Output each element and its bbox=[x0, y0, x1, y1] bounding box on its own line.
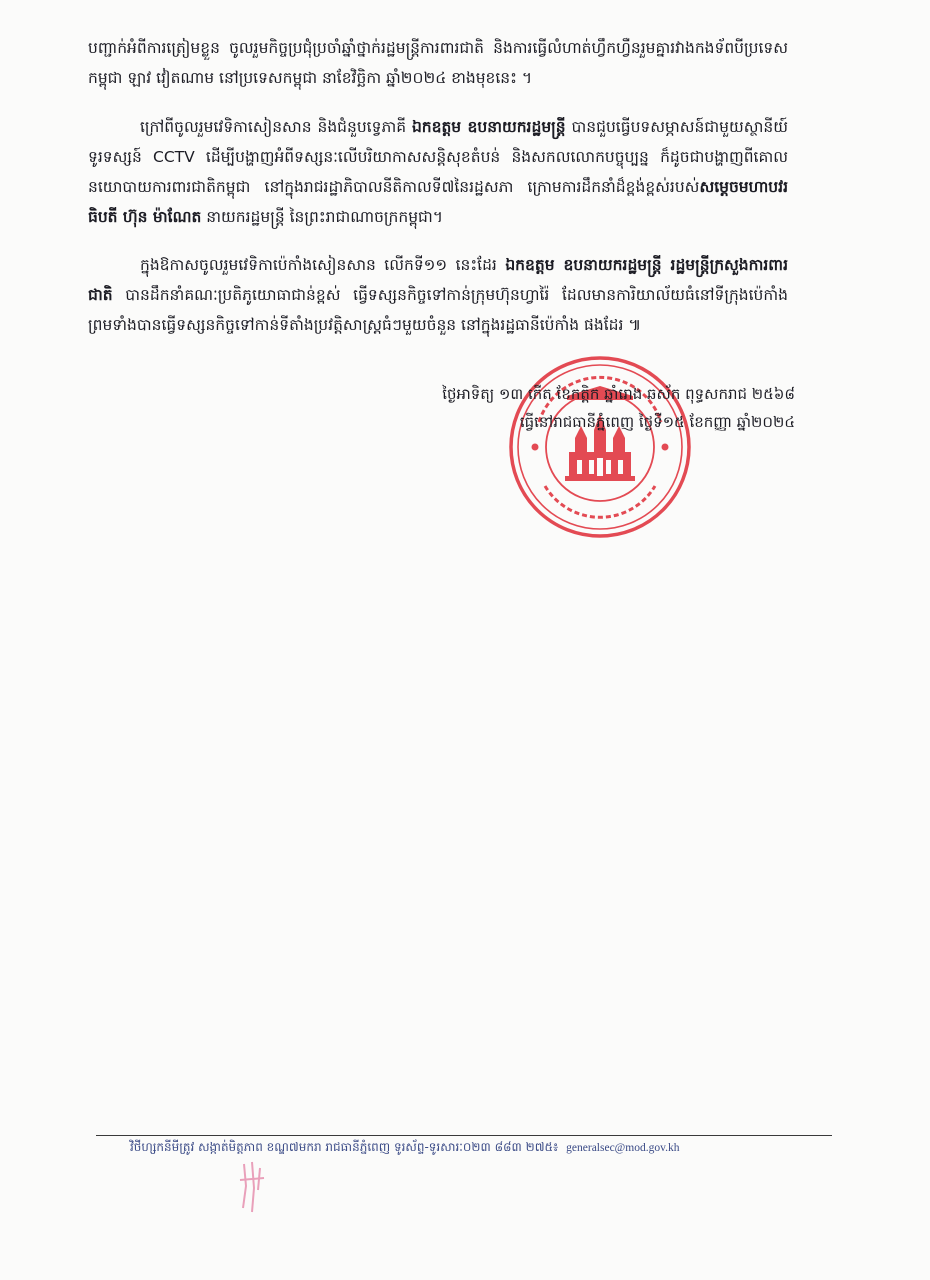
paragraph-3-part1: ក្នុងឱកាសចូលរួមវេទិកាប៉េកាំងសៀនសាន លើកទី១១ នេះដែរ bbox=[140, 256, 506, 274]
paragraph-2-bold-name: សម្តេចមហាបវរធិបតី ហ៊ុន ម៉ាណែត bbox=[88, 178, 788, 226]
paragraph-2-part3: នាយករដ្ឋមន្ត្រី នៃព្រះរាជាណាចក្រកម្ពុជា។ bbox=[201, 208, 444, 226]
footer-address: វិថីហ្សកនីមីត្រូវ សង្កាត់មិត្តភាព ខណ្ឌ៧មករា រាជធានីភ្នំពេញ ទូរស័ព្ទ-ទូរសារៈ០២៣ ៨៨៣ ២៧៥៖ bbox=[130, 1140, 559, 1154]
paragraph-3-part2: បានដឹកនាំគណៈប្រតិភូយោធាជាន់ខ្ពស់ ធ្វើទស្សនកិច្ចទៅកាន់ក្រុមហ៊ុនហ្វារ៉ៃ ដែលមានការិយាល័យធំនៅទីក្រុងប៉េកាំង ព្រមទាំងបានធ្វើទស្សនកិច្ចទៅកាន់ទីតាំងប្រវត្តិសាស្ត្រធំៗមួយចំនួន នៅក្នុងរដ្ឋធានីប៉េកាំង ផងដែរ ៕ bbox=[88, 286, 788, 334]
footer-divider bbox=[96, 1135, 832, 1136]
paragraph-3 bbox=[88, 250, 788, 340]
footer-email: generalsec@mod.gov.kh bbox=[566, 1142, 680, 1154]
pink-ink-mark bbox=[232, 1158, 272, 1218]
paragraph-2-part2: បានជួបធ្វើបទសម្ភាសន៍ជាមួយស្ថានីយ៍ទូរទស្សន៍ CCTV ដើម្បីបង្ហាញអំពីទស្សនៈលើបរិយាកាសសន្តិសុខតំបន់ និងសកលលោកបច្ចុប្បន្ន ក៏ដូចជាបង្ហាញពីគោលនយោបាយការពារជាតិកម្ពុជា នៅក្នុងរាជរដ្ឋាភិបាលនីតិកាលទី៧នៃរដ្ឋសភា ក្រោមការដឹកនាំដ៏ខ្ពង់ខ្ពស់របស់ bbox=[88, 118, 788, 196]
paragraph-2 bbox=[88, 112, 788, 232]
footer bbox=[130, 1139, 830, 1157]
paragraph-2-bold-title: ឯកឧត្តម ឧបនាយករដ្ឋមន្ត្រី bbox=[411, 118, 566, 136]
paragraph-2-part1: ក្រៅពីចូលរួមវេទិកាសៀនសាន និងជំនួបទ្វេភាគី bbox=[140, 118, 412, 136]
paragraph-1 bbox=[88, 33, 788, 93]
paragraph-3-bold-title: ឯកឧត្តម ឧបនាយករដ្ឋមន្ត្រី រដ្ឋមន្ត្រីក្រសួងការពារជាតិ bbox=[88, 256, 788, 304]
place-date: ធ្វើនៅរាជធានីភ្នំពេញ ថ្ងៃទី១៥ ខែកញ្ញា ឆ្នាំ២០២៤ bbox=[519, 413, 795, 431]
date-block bbox=[395, 380, 795, 436]
paragraph-3-text bbox=[88, 250, 788, 340]
paragraph-1-text: បញ្ជាក់អំពីការត្រៀមខ្លួន ចូលរួមកិច្ចប្រជុំប្រចាំឆ្នាំថ្នាក់រដ្ឋមន្ត្រីការពារជាតិ និងការធ្វើលំហាត់ហ្វឹកហ្វឺនរួមគ្នារវាងកងទ័ពបីប្រទេស កម្ពុជា ឡាវ វៀតណាម នៅប្រទេសកម្ពុជា នាខែវិច្ឆិកា ឆ្នាំ២០២៤ ខាងមុខនេះ ។ bbox=[88, 39, 788, 87]
paragraph-2-text bbox=[88, 112, 788, 232]
lunar-date: ថ្ងៃអាទិត្យ ១៣ កើត ខែកត្តិក ឆ្នាំរោង ឆស័ក ពុទ្ធសករាជ ២៥៦៨ bbox=[442, 385, 795, 403]
